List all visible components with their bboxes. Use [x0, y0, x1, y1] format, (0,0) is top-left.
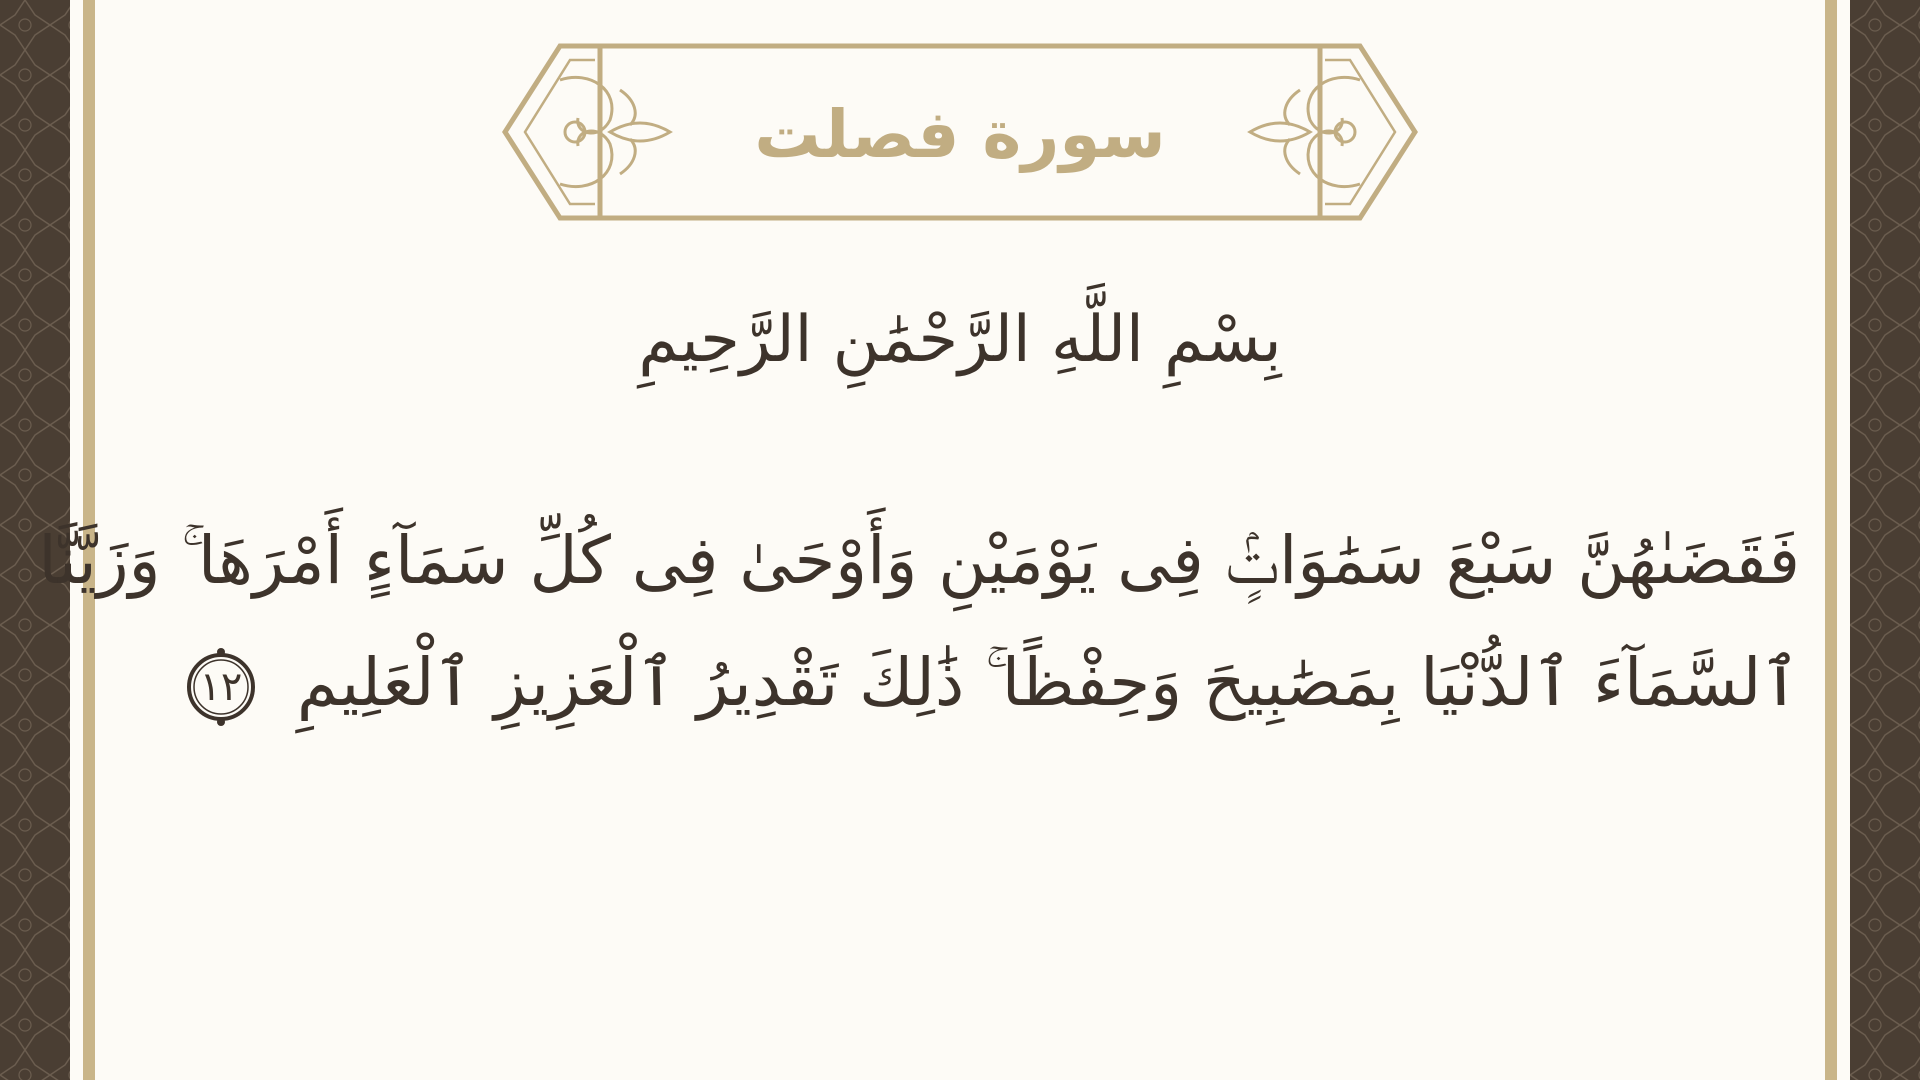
surah-title: سورة فصلت	[754, 96, 1166, 173]
right-border-pattern	[1850, 0, 1920, 1080]
verse-line-2-text: ٱلسَّمَآءَ ٱلدُّنْيَا بِمَصَٰبِيحَ وَحِفْظًا ۚ ذَٰلِكَ تَقْدِيرُ ٱلْعَزِيزِ ٱلْعَلِيمِ	[296, 644, 1800, 721]
ayah-end-marker	[180, 646, 262, 728]
bismillah-calligraphy: بِسْمِ اللَّهِ الرَّحْمَٰنِ الرَّحِيمِ	[638, 303, 1282, 377]
verse-line-2	[120, 622, 1800, 744]
right-ornamental-border	[1850, 0, 1920, 1080]
surah-header-frame	[500, 40, 1420, 230]
verse-text	[38, 500, 1800, 744]
right-gold-bar	[1825, 0, 1837, 1080]
verse-line-1: فَقَضَىٰهُنَّ سَبْعَ سَمَٰوَاتٍۢ فِى يَوْمَيْنِ وَأَوْحَىٰ فِى كُلِّ سَمَآءٍ أَمْرَهَا ۚ وَزَيَّنَّا	[38, 522, 1800, 599]
ayah-number: ١٢	[199, 663, 243, 710]
